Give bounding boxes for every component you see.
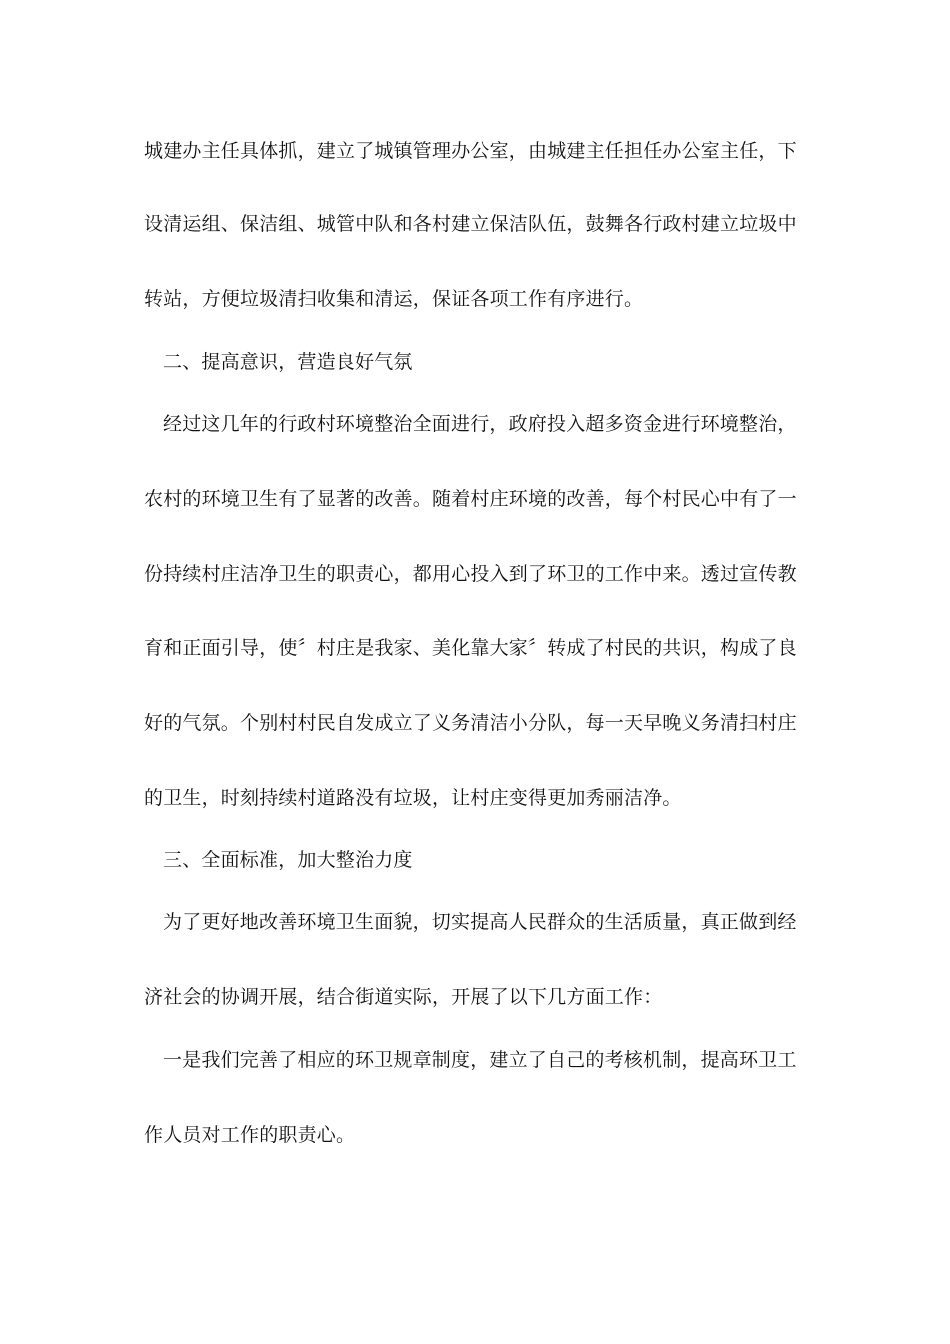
paragraph-line: 一是我们完善了相应的环卫规章制度，建立了自己的考核机制，提高环卫工 (163, 1049, 797, 1071)
paragraph-line: 转站，方便垃圾清扫收集和清运，保证各项工作有序进行。 (144, 288, 644, 310)
paragraph-line: 作人员对工作的职责心。 (144, 1124, 356, 1146)
paragraph-line: 好的气氛。个别村村民自发成立了义务清洁小分队，每一天早晚义务清扫村庄 (144, 712, 797, 734)
paragraph-line: 经过这几年的行政村环境整治全面进行，政府投入超多资金进行环境整治， (163, 413, 797, 435)
paragraph-line: 设清运组、保洁组、城管中队和各村建立保洁队伍，鼓舞各行政村建立垃圾中 (144, 213, 797, 235)
section-heading: 三、全面标准，加大整治力度 (163, 849, 413, 871)
paragraph-line: 为了更好地改善环境卫生面貌，切实提高人民群众的生活质量，真正做到经 (163, 911, 797, 933)
paragraph-line: 城建办主任具体抓，建立了城镇管理办公室，由城建主任担任办公室主任，下 (144, 140, 797, 162)
paragraph-line: 的卫生，时刻持续村道路没有垃圾，让村庄变得更加秀丽洁净。 (144, 787, 682, 809)
paragraph-line: 农村的环境卫生有了显著的改善。随着村庄环境的改善，每个村民心中有了一 (144, 488, 797, 510)
paragraph-line: 育和正面引导，使〞村庄是我家、美化靠大家〞转成了村民的共识，构成了良 (144, 637, 797, 659)
paragraph-line: 份持续村庄洁净卫生的职责心，都用心投入到了环卫的工作中来。透过宣传教 (144, 563, 797, 585)
paragraph-line: 济社会的协调开展，结合街道实际，开展了以下几方面工作： (144, 986, 663, 1008)
section-heading: 二、提高意识，营造良好气氛 (163, 351, 413, 373)
